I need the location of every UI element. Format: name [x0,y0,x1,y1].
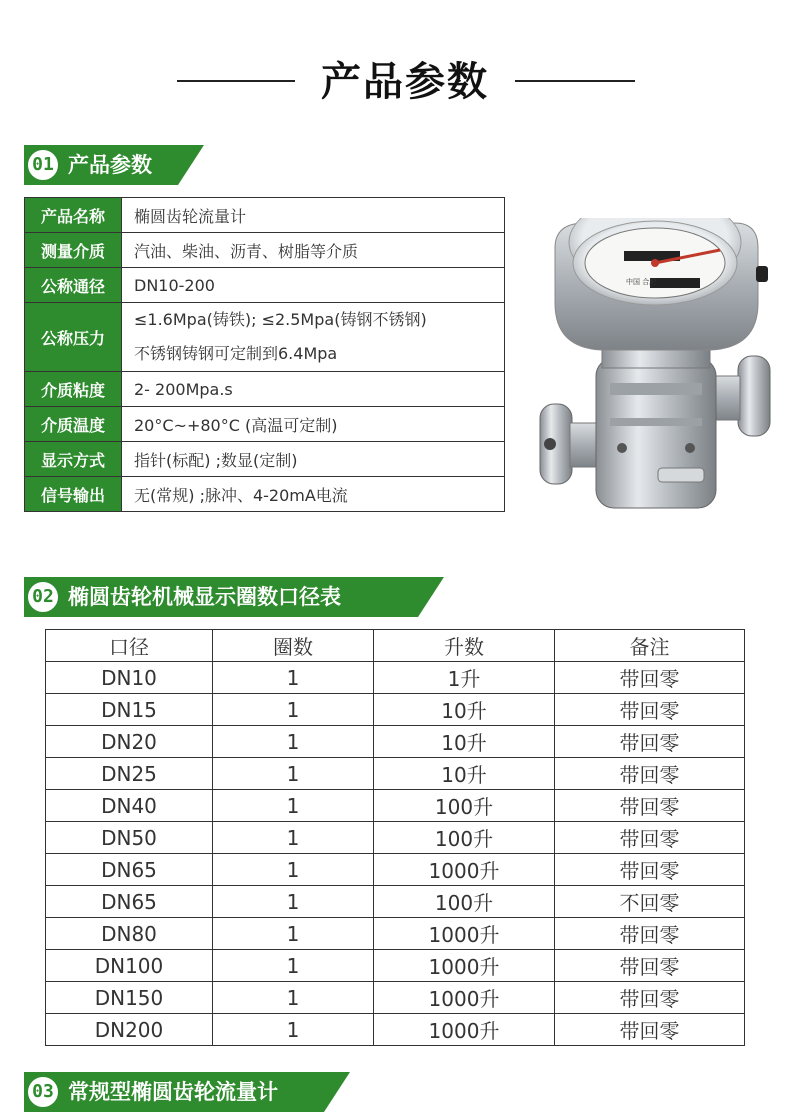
param-row [25,442,505,477]
table-cell: 10升 [374,694,555,726]
table-cell: DN25 [46,758,213,790]
table-cell: 100升 [374,790,555,822]
param-value-line: 不锈钢铸钢可定制到6.4Mpa [134,344,338,363]
table-cell: 1000升 [374,1014,555,1046]
table-cell: 带回零 [555,662,745,694]
table-cell: 带回零 [555,950,745,982]
title-divider-left [177,80,295,82]
table-row [46,886,745,918]
table-cell: 1 [213,758,374,790]
param-key: 介质温度 [25,407,122,442]
param-key: 介质粘度 [25,372,122,407]
table-cell: 1000升 [374,982,555,1014]
table-header-cell: 圈数 [213,630,374,662]
page-title-row [0,52,790,112]
table-cell: DN20 [46,726,213,758]
table-cell: 1 [213,918,374,950]
table-cell: DN80 [46,918,213,950]
table-cell: 1 [213,694,374,726]
meter-head [555,218,768,350]
table-cell: 1 [213,982,374,1014]
table-row [46,694,745,726]
right-flange [710,356,770,436]
table-cell: DN150 [46,982,213,1014]
section-number: 03 [26,1075,60,1109]
table-row [46,982,745,1014]
table-cell: 带回零 [555,982,745,1014]
param-key: 测量介质 [25,233,122,268]
table-cell: DN65 [46,886,213,918]
param-row [25,372,505,407]
table-cell: 带回零 [555,758,745,790]
table-cell: 10升 [374,758,555,790]
table-cell: DN65 [46,854,213,886]
param-key: 产品名称 [25,198,122,233]
table-row [46,854,745,886]
table-cell: 带回零 [555,726,745,758]
table-header-cell: 口径 [46,630,213,662]
table-cell: 带回零 [555,790,745,822]
section-header-03 [24,1072,350,1112]
table-cell: 1升 [374,662,555,694]
table-cell: DN10 [46,662,213,694]
table-cell: 1000升 [374,854,555,886]
table-cell: 带回零 [555,694,745,726]
param-value-line: ≤1.6Mpa(铸铁); ≤2.5Mpa(铸钢不锈钢) [134,310,427,329]
param-row [25,268,505,303]
table-cell: 带回零 [555,822,745,854]
param-value: DN10-200 [122,268,505,303]
left-flange [540,404,600,484]
table-cell: DN15 [46,694,213,726]
caliber-spec-table [45,629,745,1046]
reset-knob-icon [756,266,768,282]
param-row [25,233,505,268]
param-row [25,407,505,442]
param-value: 20°C~+80°C (高温可定制) [122,407,505,442]
table-row [46,758,745,790]
section-title: 椭圆齿轮机械显示圈数口径表 [68,585,341,609]
table-cell: 1 [213,822,374,854]
param-key: 信号输出 [25,477,122,512]
dial-brand-text: 中国 合肥 [626,278,657,286]
param-value: 无(常规) ;脉冲、4-20mA电流 [122,477,505,512]
product-params-table [24,197,505,512]
table-cell: 1 [213,886,374,918]
section-title: 常规型椭圆齿轮流量计 [68,1080,278,1104]
table-cell: 1000升 [374,950,555,982]
param-key: 显示方式 [25,442,122,477]
section-number: 02 [26,580,60,614]
param-row [25,198,505,233]
table-row [46,790,745,822]
param-value: 汽油、柴油、沥青、树脂等介质 [122,233,505,268]
table-header-cell: 备注 [555,630,745,662]
param-value: 2- 200Mpa.s [122,372,505,407]
table-header-row [46,630,745,662]
table-row [46,662,745,694]
param-value: 指针(标配) ;数显(定制) [122,442,505,477]
table-cell: 10升 [374,726,555,758]
table-cell: 带回零 [555,1014,745,1046]
table-cell: DN50 [46,822,213,854]
section-number: 01 [26,148,60,182]
page-title: 产品参数 [321,59,489,105]
table-cell: 1000升 [374,918,555,950]
table-cell: 1 [213,1014,374,1046]
table-cell: DN200 [46,1014,213,1046]
table-row [46,1014,745,1046]
table-cell: DN100 [46,950,213,982]
table-cell: 100升 [374,822,555,854]
table-cell: 100升 [374,886,555,918]
table-row [46,918,745,950]
table-cell: 1 [213,854,374,886]
section-header-02 [24,577,444,617]
table-cell: 不回零 [555,886,745,918]
title-divider-right [515,80,635,82]
param-key: 公称压力 [25,303,122,372]
section-header-01 [24,145,204,185]
table-row [46,950,745,982]
table-row [46,726,745,758]
param-row [25,303,505,372]
table-cell: 带回零 [555,854,745,886]
counter-window-bottom [650,278,700,288]
table-row [46,822,745,854]
param-key: 公称通径 [25,268,122,303]
section-title: 产品参数 [68,153,152,177]
table-cell: 1 [213,950,374,982]
table-cell: 1 [213,726,374,758]
table-cell: 1 [213,662,374,694]
flowmeter-image [530,218,780,518]
meter-body [596,358,716,508]
table-header-cell: 升数 [374,630,555,662]
table-cell: 1 [213,790,374,822]
table-cell: DN40 [46,790,213,822]
param-row [25,477,505,512]
param-value [122,303,505,372]
param-value: 椭圆齿轮流量计 [122,198,505,233]
table-cell: 带回零 [555,918,745,950]
